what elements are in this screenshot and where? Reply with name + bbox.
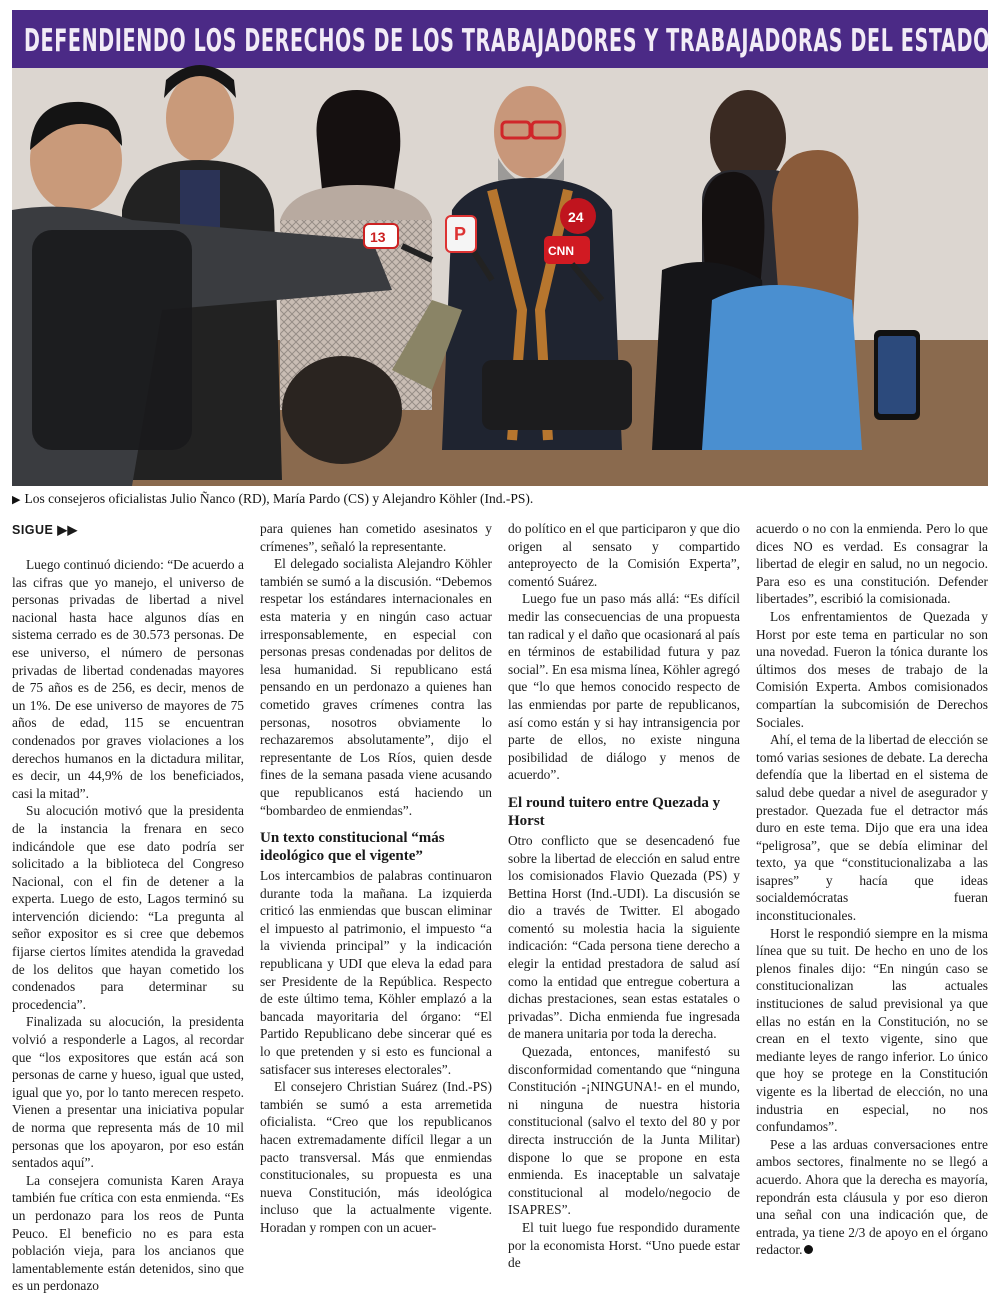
press-photo-illustration (12, 10, 988, 486)
paragraph: acuerdo o no con la enmienda. Pero lo que dices NO es verdad. Es consagrar la libertad de elegir en salud, no un negocio. Para eso es una constitución. Defender libertades”, escribió la comisionada. (756, 521, 988, 607)
paragraph: El consejero Christian Suárez (Ind.-PS) también se sumó a esta arremetida oficialista. “Creo que los republicanos hacen extremadamente difícil llegar a un pacto transversal. Más que enmiendas constitucionales, su propuesta es una nueva Constitución, más ideológica incluso que la actualmente vigente. Horadan y rompen con un acuer- (260, 1079, 492, 1235)
paragraph: Luego fue un paso más allá: “Es difícil medir las consecuencias de una propuesta tan radical y el daño que ocasionará al país en términos de estabilidad futura y paz social”. En esa misma línea, Köhler agregó que “lo que hemos conocido respecto de las enmiendas por parte de republicanos, así como están y si hay intransigencia por parte de ellos, no existe ninguna posibilidad de diálogo y menos de acuerdo”. (508, 591, 740, 783)
end-mark-icon (804, 1245, 813, 1254)
paragraph: Los intercambios de palabras continuaron durante toda la mañana. La izquierda criticó las enmiendas que buscan eliminar el impuesto al patrimonio, el impuesto “a la vivienda principal” y la indicación republicana y UDI que eleva la edad para ser Presidente de la República. Respecto de este último tema, Köhler emplazó a la bancada mayoritaria del órgano: “El Partido Republicano debe sincerar qué es lo que pretenden y si esto es funcional a satisfacer sus intereses electorales”. (260, 868, 492, 1077)
paragraph: Su alocución motivó que la presidenta de la instancia la frenara en seco indicándole que ese dato podría ser solicitado a la biblioteca del Congreso Nacional, con el fin de detener a la experta. Luego de esto, Lagos terminó su intervención diciendo: “La pregunta al señor expositor es si cree que debemos fijarse ciertos límites atendida la gravedad de los delitos que hayan cometido los condenados para determinar su procedencia”. (12, 803, 244, 1012)
paragraph-final (756, 1136, 988, 1259)
paragraph: La consejera comunista Karen Araya también fue crítica con esta enmienda. “Es un perdonazo para los reos de Punta Peuco. El beneficio no es para esta población vieja, para los ancianos que lamentablemente están detenidos, sino que es un perdonazo (12, 1172, 244, 1294)
sigue-label: SIGUE ▶▶ (12, 523, 78, 537)
paragraph: Los enfrentamientos de Quezada y Horst por este tema en particular no son una novedad. Fueron la tónica durante los últimos dos meses de trabajo de la Comisión Experta. Ambos comisionados compartían la subcomisión de Derechos Sociales. (756, 608, 988, 730)
paragraph-final-text: Pese a las arduas conversaciones entre ambos sectores, finalmente no se llegó a acuerdo. Ahora que la derecha es mayoría, repondrán esta cláusula y por eso dieron una señal con una indicación que, de entrada, ya tiene 2/3 de apoyo en el órgano redactor. (756, 1136, 988, 1258)
article-column-2 (260, 520, 492, 1235)
subheading-round-tuitero: El round tuitero entre Quezada y Horst (508, 794, 721, 829)
article-column-4 (756, 520, 988, 1258)
photo-caption (12, 491, 988, 507)
microphone-3-label: 24 (568, 209, 584, 225)
caption-text: Los consejeros oficialistas Julio Ñanco (RD), María Pardo (CS) y Alejandro Köhler (Ind.-PS). (24, 491, 534, 506)
paragraph: El delegado socialista Alejandro Köhler también se sumó a la discusión. “Debemos respetar los estándares internacionales en esta materia y en ningún caso actuar irresponsablemente, en especial con personas presas condenadas por delitos de lesa humanidad. Si republicano está pensando en un perdonazo a quienes han cometido graves crímenes contra las personas, nosotros obviamente lo rechazaremos absolutamente”, dijo el representante de Los Ríos, quien desde fines de la semana pasada viene acusando que republicanos está haciendo un “bombardeo de enmiendas”. (260, 556, 492, 818)
press-photo (12, 10, 988, 486)
microphone-1-label: 13 (370, 229, 386, 245)
caption-marker: ▶ (12, 494, 21, 506)
paragraph: Ahí, el tema de la libertad de elección se tomó varias sesiones de debate. La derecha defendía que la libertad en el sistema de salud debe quedar a nivel de asegurador y prestador. Quezada fue el detractor más duro en este tema. Dijo que era una idea “peligrosa”, que se debía eliminar del texto, ya que “constitucionalizaba a las isapres” y hacía que ideas socialdemócratas fueran inconstitucionales. (756, 732, 988, 924)
paragraph: Horst le respondió siempre en la misma línea que su tuit. De hecho en uno de los plenos finales dijo: “En ningún caso se constitucionalizan las actuales instituciones de salud previsional ya que ellas no están en la Constitución, no se crean en el texto vigente, sino que mediante leyes de rango inferior. Lo único que hoy se protege en la Constitución vigente es la libertad de elección, no una industria en especial, no nos confundamos”. (756, 925, 988, 1135)
paragraph: Quezada, entonces, manifestó su disconformidad comentando que “ninguna Constitución -¡NINGUNA!- en el mundo, ni ninguna de nuestra historia constitucional (salvo el texto del 80 y por directa instrucción de la Junta Militar) dispone lo que se propone en esta enmienda. Es inaceptable un salvataje constitucional al modelo/negocio de ISAPRES”. (508, 1044, 740, 1218)
article-column-1 (12, 520, 244, 1294)
article-column-3 (508, 520, 740, 1271)
subheading-ideologico: Un texto constitucional “más ideológico que el vigente” (260, 830, 445, 865)
banner-text: DEFENDIENDO LOS DERECHOS DE LOS TRABAJADORES Y TRABAJADORAS DEL ESTADO (24, 23, 990, 59)
paragraph: Otro conflicto que se desencadenó fue sobre la libertad de elección en salud entre los comisionados Flavio Quezada (PS) y Bettina Horst (Ind.-UDI). La discusión se dio a través de Twitter. El abogado comentó su molestia hacia la siguiente indicación: “Cada persona tiene derecho a elegir la entidad prestadora de salud así como la entidad que entregue cobertura a dichas prestaciones, sean estas estatales o privadas”. Dicha enmienda fue ingresada de manera unitaria por toda la derecha. (508, 832, 740, 1042)
paragraph: Luego continuó diciendo: “De acuerdo a las cifras que yo manejo, el universo de personas privadas de libertad a nivel nacional hasta hace algunos días en sistema cerrado es de 30.573 personas. De ese universo, el número de personas privadas de libertad condenadas mayores de 75 años es de 256, es decir, menos de un 1%. De ese universo de mayores de 75 años de edad, 115 se encuentran condenados por graves violaciones a los derechos humanos en la dictadura militar, es decir, un 44,9% de los beneficiados, casi la mitad”. (12, 557, 244, 801)
paragraph: Finalizada su alocución, la presidenta volvió a responderle a Lagos, al recordar que “los expositores que están acá son personas de carne y hueso, igual que usted, igual que yo, por lo tanto merecen respeto. Vienen a presentar una iniciativa popular de norma que representa más de 10 mil personas que los apoyaron, por eso están sentados aquí”. (12, 1014, 244, 1171)
paragraph: do político en el que participaron y que dio origen al sensato y compartido anteproyecto de la Comisión Experta”, comentó Suárez. (508, 521, 740, 589)
paragraph: El tuit luego fue respondido duramente por la economista Horst. “Uno puede estar de (508, 1219, 740, 1271)
paragraph: para quienes han cometido asesinatos y crímenes”, señaló la representante. (260, 521, 492, 554)
microphone-2-label: P (454, 224, 467, 244)
microphone-4-label: CNN (548, 244, 574, 258)
